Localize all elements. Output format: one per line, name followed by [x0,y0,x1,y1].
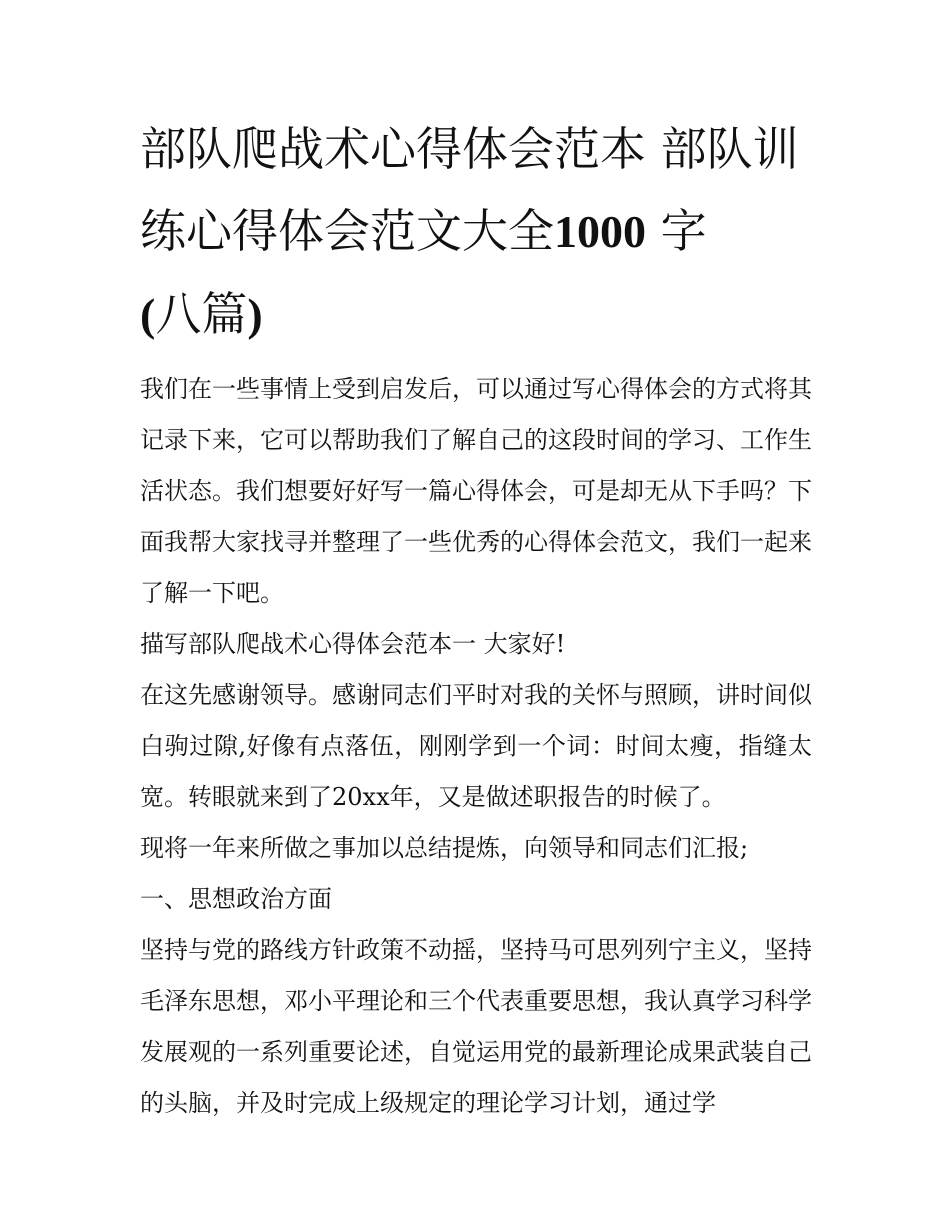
title-number: 1000 [554,206,646,257]
body-paragraph: 在这先感谢领导。感谢同志们平时对我的关怀与照顾，讲时间似白驹过隙,好像有点落伍，刚刚学到一个词：时间太瘦，指缝太宽。转眼就来到了20xx年，又是做述职报告的时候了。 [140,681,812,811]
section-heading-1: 描写部队爬战术心得体会范本一 大家好! [140,630,566,658]
body-paragraph: 坚持与党的路线方针政策不动摇，坚持马可思列列宁主义，坚持毛泽东思想，邓小平理论和三个代表重要思想，我认真学习科学发展观的一系列重要论述，自觉运用党的最新理论成果武装自己的头脑，并及时完成上级规定的理论学习计划，通过学 [140,936,812,1117]
title-unit: 字 [646,204,707,258]
intro-paragraph: 我们在一些事情上受到启发后，可以通过写心得体会的方式将其记录下来，它可以帮助我们了解自己的这段时间的学习、工作生活状态。我们想要好好写一篇心得体会，可是却无从下手吗？下面我帮大家找寻并整理了一些优秀的心得体会范文，我们一起来了解一下吧。 [140,375,812,607]
document-title [140,108,812,356]
subsection-heading: 一、思想政治方面 [140,885,332,913]
title-count: 八篇 [155,287,248,341]
document-page [140,108,812,1129]
title-paren-open: ( [140,289,156,340]
body-paragraph: 现将一年来所做之事加以总结提炼，向领导和同志们汇报; [140,834,749,862]
title-paren-close: ) [247,289,263,340]
title-text-cjk: 部队爬战术心得体会范本 部队训练心得体会范文大全 [140,122,799,258]
